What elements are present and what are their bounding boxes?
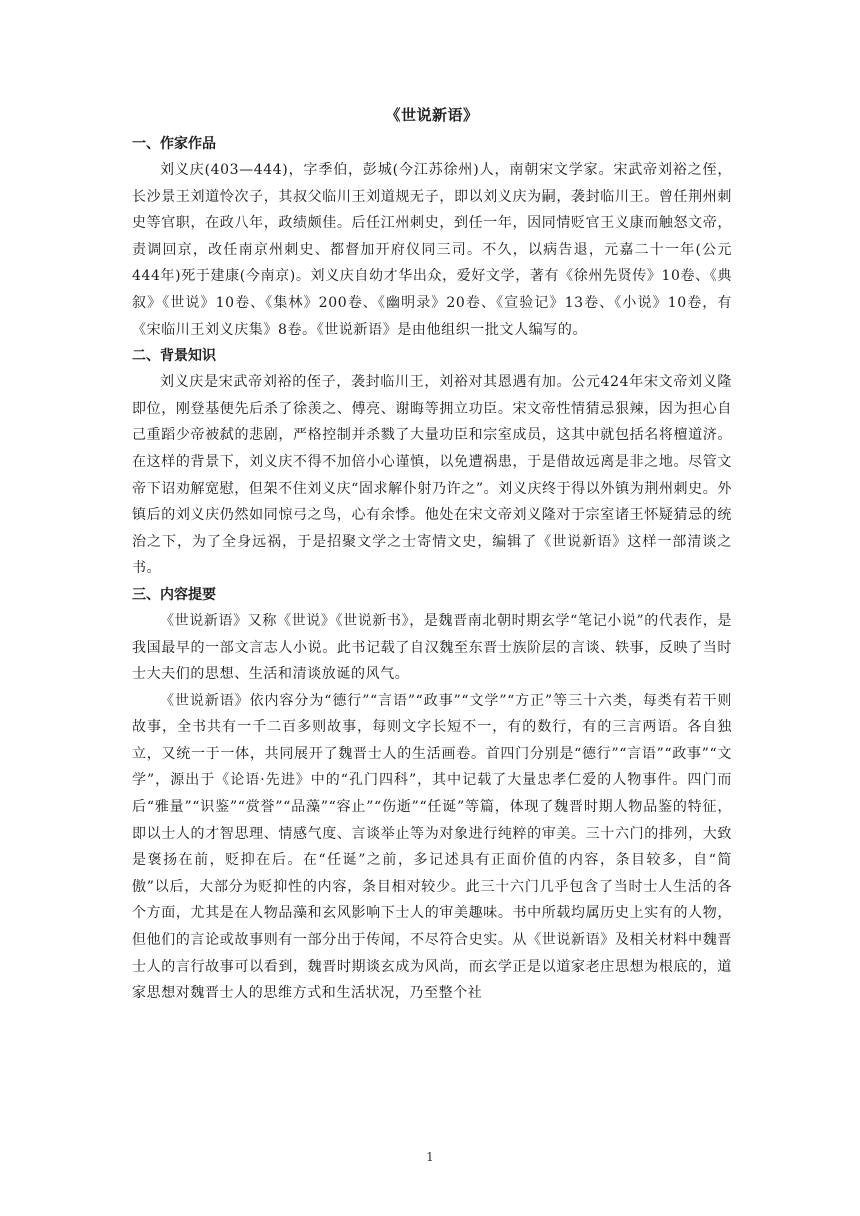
section-heading-background: 二、背景知识 xyxy=(132,348,216,365)
page-number: 1 xyxy=(426,1150,434,1164)
paragraph-author: 刘义庆(403—444)，字季伯，彭城(今江苏徐州)人，南朝宋文学家。宋武帝刘裕之侄，长沙景王刘道怜次子，其叔父临川王刘道规无子，即以刘义庆为嗣，袭封临川王。曾任荆州刺史等官职，在政八年，政绩颇佳。后任江州刺史，到任一年，因同情贬官王义康而触怒文帝，责调回京，改任南京州刺史、都督加开府仪同三司。不久，以病告退，元嘉二十一年(公元444年)死于建康(今南京)。刘义庆自幼才华出众，爱好文学，著有《徐州先贤传》10卷、《典叙》《世说》10卷、《集林》200卷、《幽明录》20卷、《宣验记》13卷、《小说》10卷，有《宋临川王刘义庆集》8卷。《世说新语》是由他组织一批文人编写的。 xyxy=(132,162,732,338)
section-heading-summary: 三、内容提要 xyxy=(132,586,216,603)
document-title: 《世说新语》 xyxy=(385,106,479,124)
section-heading-author: 一、作家作品 xyxy=(132,136,216,152)
paragraph-background: 刘义庆是宋武帝刘裕的侄子，袭封临川王，刘裕对其恩遇有加。公元424年宋文帝刘义隆即位，刚登基便先后杀了徐羡之、傅亮、谢晦等拥立功臣。宋文帝性情猜忌狠辣，因为担心自己重蹈少帝被弑的悲剧，严格控制并杀戮了大量功臣和宗室成员，这其中就包括名将檀道济。在这样的背景下，刘义庆不得不加倍小心谨慎，以免遭祸患，于是借故远离是非之地。尽管文帝下诏劝解宽慰，但架不住刘义庆“固求解仆射乃许之”。刘义庆终于得以外镇为荆州刺史。外镇后的刘义庆仍然如同惊弓之鸟，心有余悸。他处在宋文帝刘义隆对于宗室诸王怀疑猜忌的统治之下，为了全身远祸，于是招聚文学之士寄情文史，编辑了《世说新语》这样一部清谈之书。 xyxy=(132,374,732,577)
paragraph-summary-2: 《世说新语》依内容分为“德行”“言语”“政事”“文学”“方正”等三十六类，每类有若干则故事，全书共有一千二百多则故事，每则文字长短不一，有的数行，有的三言两语。各自独立，又统一于一体，共同展开了魏晋士人的生活画卷。首四门分别是“德行”“言语”“政事”“文学”，源出于《论语·先进》中的“孔门四科”，其中记载了大量忠孝仁爱的人物事件。四门而后“雅量”“识鉴”“赏誉”“品藻”“容止”“伤逝”“任诞”等篇，体现了魏晋时期人物品鉴的特征，即以士人的才智思理、情感气度、言谈举止等为对象进行纯粹的审美。三十六门的排列，大致是褒扬在前，贬抑在后。在“任诞”之前，多记述具有正面价值的内容，条目较多，自“简傲”以后，大部分为贬抑性的内容，条目相对较少。此三十六门几乎包含了当时士人生活的各个方面，尤其是在人物品藻和玄风影响下士人的审美趣味。书中所载均属历史上实有的人物，但他们的言论或故事则有一部分出于传闻，不尽符合史实。从《世说新语》及相关材料中魏晋士人的言行故事可以看到，魏晋时期谈玄成为风尚，而玄学正是以道家老庄思想为根底的，道家思想对魏晋士人的思维方式和生活状况，乃至整个社 xyxy=(132,692,732,1002)
paragraph-summary-1: 《世说新语》又称《世说》《世说新书》，是魏晋南北朝时期玄学“笔记小说”的代表作，是我国最早的一部文言志人小说。此书记载了自汉魏至东晋士族阶层的言谈、轶事，反映了当时士大夫们的思想、生活和清谈放诞的风气。 xyxy=(132,612,732,683)
document-body xyxy=(132,102,732,1007)
